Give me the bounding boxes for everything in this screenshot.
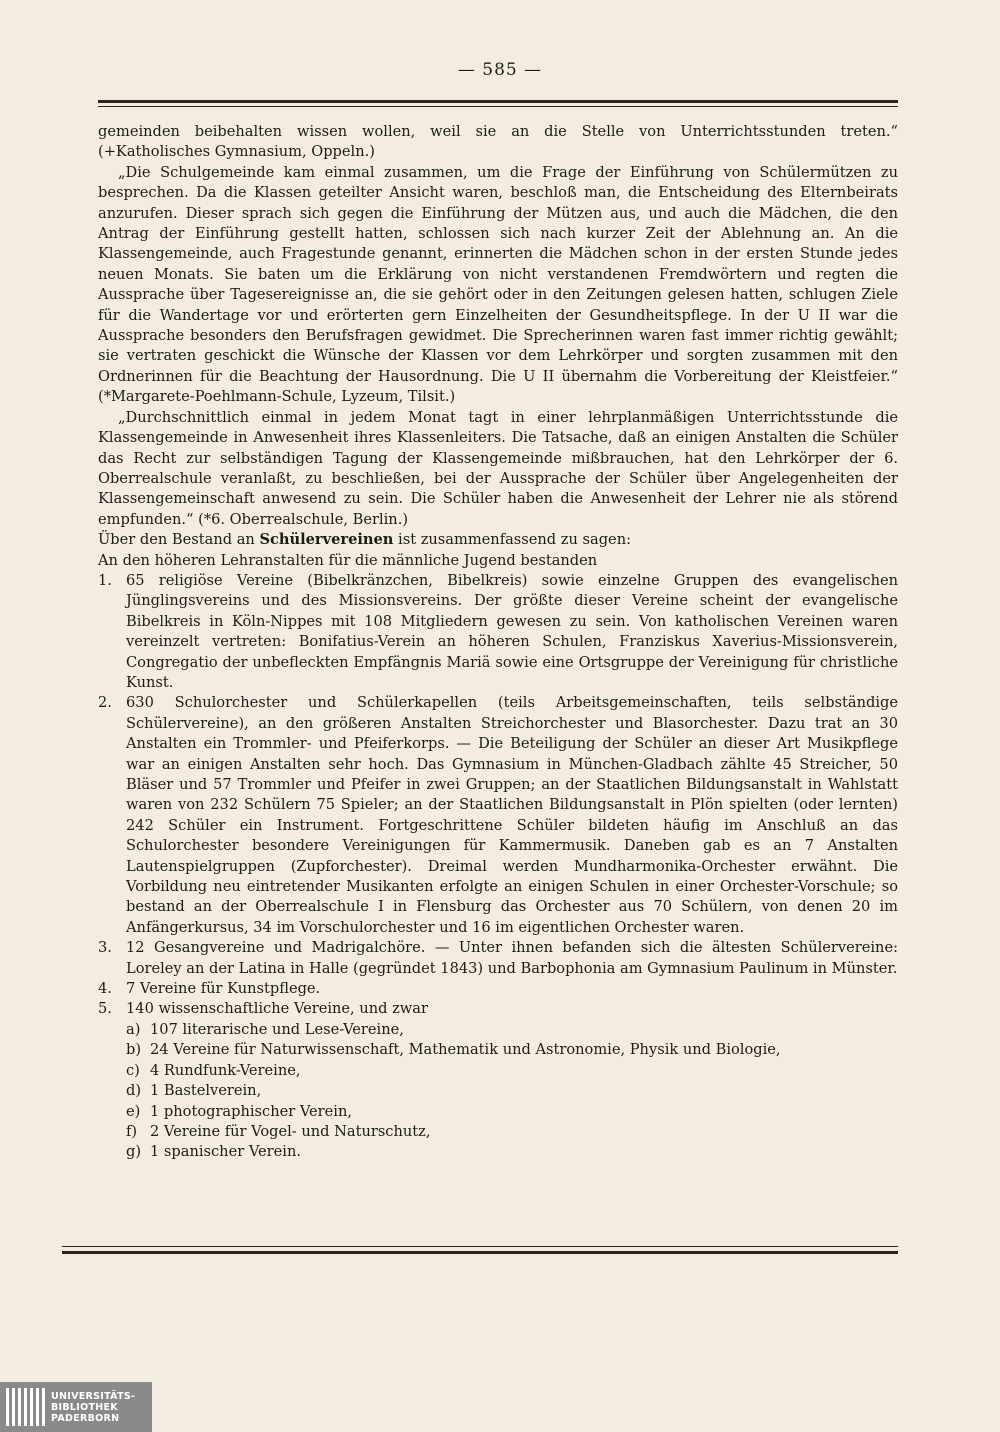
sublist-item bbox=[126, 1122, 898, 1142]
sublist-letter: f) bbox=[126, 1122, 138, 1140]
list-item bbox=[98, 693, 898, 938]
sublist-letter: a) bbox=[126, 1020, 141, 1038]
sublist-item bbox=[126, 1040, 898, 1060]
list-text: 65 religiöse Vereine (Bibelkränzchen, Bibelkreis) sowie einzelne Gruppen des evangelischen Jünglingsvereins und des Missionsvereins. Der größte dieser Vereine scheint der evangelische Bibelkreis in Köln-Nippes mit 108 Mitgliedern gewesen zu sein. Von katholischen Vereinen waren vereinzelt vertreten: Bonifatius-Verein an höheren Schulen, Franziskus Xaverius-Missionsverein, Congregatio der unbefleckten Empfängnis Mariä sowie eine Ortsgruppe der Vereinigung für christliche Kunst. bbox=[126, 571, 898, 691]
sublist-letter: d) bbox=[126, 1082, 142, 1100]
association-list bbox=[98, 571, 898, 1163]
list-number: 3. bbox=[98, 939, 112, 957]
list-item bbox=[98, 938, 898, 979]
sublist-letter: b) bbox=[126, 1041, 142, 1059]
logo-bars-icon bbox=[6, 1388, 45, 1426]
sublist-text: 24 Vereine für Naturwissenschaft, Mathematik und Astronomie, Physik und Biologie, bbox=[150, 1041, 781, 1059]
footer-rule-thick bbox=[62, 1251, 898, 1254]
logo-line-2: BIBLIOTHEK bbox=[51, 1401, 118, 1413]
sublist-item bbox=[126, 1142, 898, 1162]
header-rule-thin bbox=[98, 106, 898, 107]
sublist-text: 1 photographischer Verein, bbox=[150, 1102, 352, 1120]
page-body bbox=[98, 122, 898, 1163]
header-rule-thick bbox=[98, 100, 898, 103]
summary-after: ist zusammenfassend zu sagen: bbox=[393, 531, 632, 549]
sublist-item bbox=[126, 1061, 898, 1081]
sublist-text: 1 spanischer Verein. bbox=[150, 1143, 301, 1161]
list-number: 2. bbox=[98, 694, 112, 712]
sublist-text: 1 Bastelverein, bbox=[150, 1082, 262, 1100]
list-number: 5. bbox=[98, 1000, 112, 1018]
paragraph-1: gemeinden beibehalten wissen wollen, weil sie an die Stelle von Unterrichtsstunden treten.“ (+Katholisches Gymnasium, Oppeln.) bbox=[98, 123, 898, 161]
summary-line bbox=[98, 530, 898, 550]
list-number: 1. bbox=[98, 571, 112, 589]
logo-line-3: PADERBORN bbox=[51, 1412, 120, 1424]
sublist-text: 107 literarische und Lese-Vereine, bbox=[150, 1020, 404, 1038]
sublist-letter: c) bbox=[126, 1061, 140, 1079]
summary-before: Über den Bestand an bbox=[98, 531, 260, 549]
summary-intro: An den höheren Lehranstalten für die männliche Jugend bestanden bbox=[98, 551, 598, 569]
sublist-text: 2 Vereine für Vogel- und Naturschutz, bbox=[150, 1122, 431, 1140]
list-text: 12 Gesangvereine und Madrigalchöre. — Unter ihnen befanden sich die ältesten Schülervereine: Loreley an der Latina in Halle (gegründet 1843) und Barbophonia am Gymnasium Paulinum in Münster. bbox=[126, 939, 898, 977]
footer-rule-thin bbox=[62, 1246, 898, 1247]
page-number: — 585 — bbox=[457, 60, 543, 80]
sublist-item bbox=[126, 1081, 898, 1101]
sublist-letter: g) bbox=[126, 1143, 142, 1161]
list-number: 4. bbox=[98, 980, 112, 998]
scientific-sublist bbox=[126, 1020, 898, 1163]
logo-text bbox=[51, 1391, 135, 1424]
list-text bbox=[126, 999, 898, 1162]
list-item bbox=[98, 999, 898, 1162]
sublist-text: 4 Rundfunk-Vereine, bbox=[150, 1061, 301, 1079]
sublist-item bbox=[126, 1020, 898, 1040]
sublist-item bbox=[126, 1102, 898, 1122]
paragraph-2: „Die Schulgemeinde kam einmal zusammen, um die Frage der Einführung von Schülermützen zu besprechen. Da die Klassen geteilter Ansicht waren, beschloß man, die Entscheidung des Elternbeirats anzurufen. Dieser sprach sich gegen die Einführung der Mützen aus, und auch die Mädchen, die den Antrag der Einführung gestellt hatten, schlossen sich nach kurzer Zeit der Ablehnung an. An die Klassengemeinde, auch Fragestunde genannt, erinnerten die Mädchen schon in der ersten Stunde jedes neuen Monats. Sie baten um die Erklärung von nicht verstandenen Fremdwörtern und regten die Aussprache über Tagesereignisse an, die sie gehört oder in den Zeitungen gelesen hatten, schlugen Ziele für die Wandertage vor und erörterten gern Einzelheiten der Gesundheitspflege. In der U II war die Aussprache besonders den Berufsfragen gewidmet. Die Sprecherinnen waren fast immer richtig gewählt; sie vertraten geschickt die Wünsche der Klassen vor dem Lehrkörper und sorgten zusammen mit den Ordnerinnen für die Beachtung der Hausordnung. Die U II übernahm die Vorbereitung der Kleistfeier.“ (*Margarete-Poehlmann-Schule, Lyzeum, Tilsit.) bbox=[98, 163, 898, 406]
summary-bold-term: Schülervereinen bbox=[259, 531, 394, 549]
library-logo bbox=[0, 1382, 152, 1432]
paragraph-3: „Durchschnittlich einmal in jedem Monat tagt in einer lehrplanmäßigen Unterrichtsstunde die Klassengemeinde in Anwesenheit ihres Klassenleiters. Die Tatsache, daß an einigen Anstalten die Schüler das Recht zur selbständigen Tagung der Klassengemeinde mißbrauchen, hat den Lehrkörper der 6. Oberrealschule veranlaßt, zu beschließen, bei der Aussprache der Schüler über Angelegenheiten der Klassengemeinschaft anwesend zu sein. Die Schüler haben die Anwesenheit der Lehrer nie als störend empfunden.“ (*6. Oberrealschule, Berlin.) bbox=[98, 408, 898, 528]
list-text-intro: 140 wissenschaftliche Vereine, und zwar bbox=[126, 1000, 428, 1018]
list-item bbox=[98, 571, 898, 693]
sublist-letter: e) bbox=[126, 1102, 141, 1120]
logo-line-1: UNIVERSITÄTS- bbox=[51, 1390, 136, 1402]
list-text: 7 Vereine für Kunstpflege. bbox=[126, 980, 321, 998]
list-item bbox=[98, 979, 898, 999]
list-text: 630 Schulorchester und Schülerkapellen (teils Arbeitsgemeinschaften, teils selbständige Schülervereine), an den größeren Anstalten Streichorchester und Blasorchester. Dazu trat an 30 Anstalten ein Trommler- und Pfeiferkorps. — Die Beteiligung der Schüler an dieser Art Musikpflege war an einigen Anstalten sehr hoch. Das Gymnasium in München-Gladbach zählte 45 Streicher, 50 Bläser und 57 Trommler und Pfeifer in zwei Gruppen; an der Staatlichen Bildungsanstalt in Wahlstatt waren von 232 Schülern 75 Spieler; an der Staatlichen Bildungsanstalt in Plön spielten (oder lernten) 242 Schüler ein Instrument. Fortgeschrittene Schüler bildeten häufig im Anschluß an das Schulorchester besondere Vereinigungen für Kammermusik. Daneben gab es an 7 Anstalten Lautenspielgruppen (Zupforchester). Dreimal werden Mundharmonika-Orchester erwähnt. Die Vorbildung neu eintretender Musikanten erfolgte an einigen Schulen in einer Orchester-Vorschule; so bestand an der Oberrealschule I in Flensburg das Orchester aus 70 Schülern, von denen 20 im Anfängerkursus, 34 im Vorschulorchester und 16 im eigentlichen Orchester waren. bbox=[126, 694, 898, 936]
